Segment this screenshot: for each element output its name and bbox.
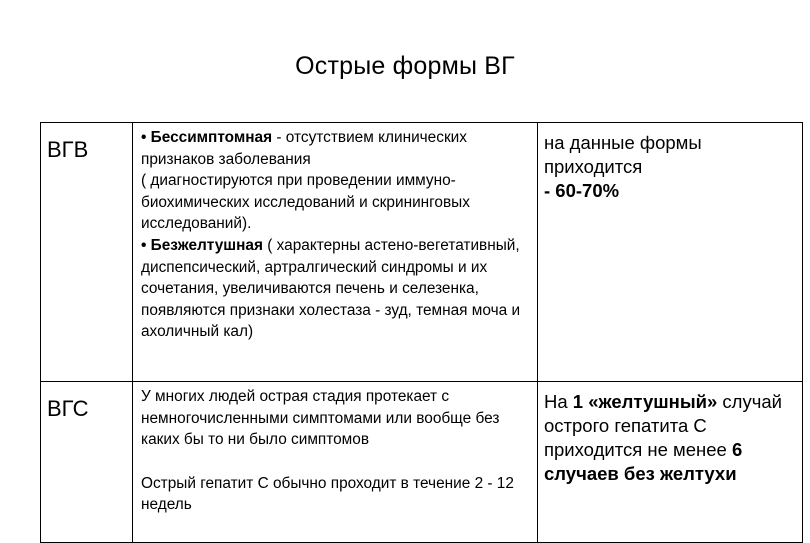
table-row-hbv — [41, 123, 803, 382]
stat-hcv-t2: случай острого гепатита С приходится не менее — [544, 391, 782, 460]
stat-hcv-t1: На — [544, 391, 573, 412]
slide-title: Острые формы ВГ — [295, 52, 515, 80]
row-code-hcv: ВГС — [47, 396, 89, 421]
hcv-duration-text: Острый гепатит С обычно проходит в течение 2 - 12 недель — [141, 474, 514, 514]
stat-hcv — [538, 382, 802, 486]
stat-hbv-text: на данные формы приходится — [544, 132, 702, 177]
table-row-hcv — [41, 382, 803, 543]
cell-code-hbv — [41, 123, 133, 382]
stat-hbv-percent: - 60-70% — [544, 180, 620, 201]
cell-stat-hbv — [538, 123, 803, 382]
cell-stat-hcv — [538, 382, 803, 543]
hepatitis-forms-table — [40, 122, 803, 543]
cell-code-hcv — [41, 382, 133, 543]
hcv-symptoms-text: У многих людей острая стадия протекает с немногочисленными симптомами или вообще без каких бы то ни было симптомов — [141, 388, 500, 449]
bullet-asymptomatic-note: ( диагностируются при проведении иммуно-биохимических исследований и скрининговых исследований). — [141, 172, 470, 233]
bullet-asymptomatic-term: • Бессимптомная — [141, 129, 273, 146]
bullet-anicteric-term: • Безжелтушная — [141, 236, 263, 254]
row-code-hbv: ВГВ — [47, 137, 89, 162]
bullet-anicteric-text: ( характерны астено-вегетативный, диспепсический, артралгический синдромы и их сочетания, увеличиваются печень и селезенка, появляются признаки холестаза - зуд, темная моча и ахоличный кал) — [141, 236, 521, 341]
desc-hcv — [133, 382, 537, 518]
cell-desc-hcv — [133, 382, 538, 543]
bullet-asymptomatic — [141, 127, 533, 170]
cell-desc-hbv — [133, 123, 538, 382]
bullet-anicteric — [141, 235, 533, 343]
desc-hbv — [133, 123, 537, 345]
stat-hcv-b1: 1 «желтушный» — [572, 391, 718, 412]
stat-hbv — [538, 123, 802, 203]
stat-hcv-b2: 6 случаев без желтухи — [544, 439, 743, 484]
bullet-asymptomatic-text: - отсутствием клинических признаков заболевания — [141, 129, 467, 168]
